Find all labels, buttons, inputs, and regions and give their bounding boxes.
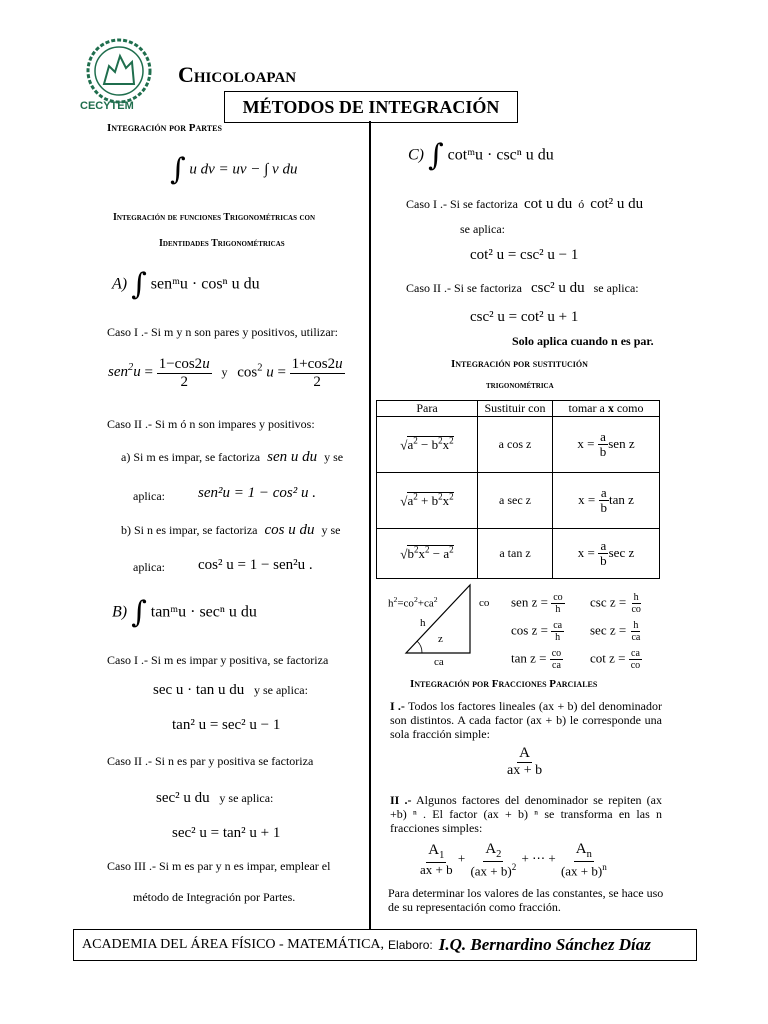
ratio-cot: cot z = $\frac{ca}{co}$ [590,648,641,671]
frac-p2: II .- Algunos factores del denominador se repiten (ax +b) ⁿ . El factor (ax + b) ⁿ se transforma en las n fracciones simples: [390,793,662,836]
frac-p1: I .- Todos los factores lineales (ax + b) del denominador son distintos. A cada factor (ax + b) le corresponde una sola fracción simple: [390,699,662,742]
a-caso1: Caso I .- Si m y n son pares y positivos, utilizar: [107,325,338,339]
table-cell-sust: a sec z [478,473,553,529]
b-caso1-fact: sec u · tan u du y se aplica: [153,682,308,698]
a-caso2a: a) Si m es impar, se factoriza sen u du y se [121,449,344,465]
a-caso2b-aplica: aplica: [133,560,165,574]
footer-author: I.Q. Bernardino Sánchez Díaz [438,935,651,954]
column-divider [369,121,371,929]
table-header-para: Para [377,401,478,417]
a-caso2a-aplica: aplica: [133,489,165,503]
triangle-h: h [420,617,426,629]
b-caso2-fact: sec² u du y se aplica: [156,790,274,806]
c-caso2: Caso II .- Si se factoriza csc² u du se aplica: [406,280,639,296]
table-header-row [377,401,660,417]
a-caso2b: b) Si n es impar, se factoriza cos u du y se [121,522,341,538]
footer [73,929,697,961]
school-name: Chicoloapan [178,62,297,87]
sust-heading-1: Integración por sustitución [451,358,588,370]
c-note: Solo aplica cuando n es par. [512,334,654,348]
table-cell-sust: a cos z [478,417,553,473]
ratio-sec: sec z = $\frac{h}{ca}$ [590,620,641,643]
a-caso2b-eq: cos² u = 1 − sen²u . [198,557,313,573]
footer-academy: ACADEMIA DEL ÁREA FÍSICO - MATEMÁTICA, [82,937,385,952]
table-cell-tomar: x = $\frac{a}{b}$ tan z [553,473,660,529]
footer-elaboro: Elaboro: [388,938,433,952]
case-a-integral: A) ∫ senᵐu · cosⁿ u du [112,267,260,302]
a-caso2: Caso II .- Si m ó n son impares y positivos: [107,417,315,431]
c-caso1: Caso I .- Si se factoriza cot u du ó cot² u du [406,196,644,212]
b-caso1: Caso I .- Si m es impar y positiva, se factoriza [107,653,329,667]
frac-p1-formula: $\frac{A}{ax + b}$ [507,745,543,778]
ratio-cos: cos z = $\frac{ca}{h}$ [511,620,563,643]
table-header-tomar: tomar a x como [553,401,660,417]
triangle-z: z [438,633,443,645]
table-cell-tomar: x = $\frac{a}{b}$ sen z [553,417,660,473]
ratio-csc: csc z = $\frac{h}{co}$ [590,592,641,615]
b-caso1-eq: tan² u = sec² u − 1 [172,717,281,733]
partes-formula: ∫ u dv = uv − ∫ v du [170,152,298,187]
b-caso3-line1: Caso III .- Si m es par y n es impar, emplear el [107,859,331,873]
table-cell-para: $√a^2 - b^2x^2$ [377,417,478,473]
c-caso1-aplica: se aplica: [460,222,505,236]
logo-text: CECYTEM [80,100,134,112]
frac-heading: Integración por Fracciones Parciales [410,678,598,690]
case-c-integral: C) ∫ cotᵐu · cscⁿ u du [408,138,554,173]
table-cell-para: $√a^2 + b^2x^2$ [377,473,478,529]
table-row [377,529,660,579]
partes-heading: Integración por Partes [107,122,222,134]
b-caso3-line2: método de Integración por Partes. [133,890,296,904]
logo-emblem-icon [82,36,156,106]
ratio-sen: sen z = $\frac{co}{h}$ [511,592,563,615]
table-header-sustituir: Sustituir con [478,401,553,417]
c-caso1-eq: cot² u = csc² u − 1 [470,247,579,263]
sustitucion-table [376,400,660,579]
trig-heading-1: Integración de funciones Trigonométricas con [113,212,316,223]
frac-p3: Para determinar los valores de las constantes, se hace uso de su representación como fracción. [388,886,664,915]
b-caso2: Caso II .- Si n es par y positiva se factoriza [107,754,314,768]
table-row [377,417,660,473]
triangle-co: co [479,597,490,609]
triangle-ca: ca [434,656,444,668]
frac-p2-formula: $\frac{A_1}{ax + b}$ + $\frac{A_2}{(ax + b)^2}$ + ⋯ + $\frac{A_n}{(ax + b)^n}$ [420,841,607,878]
case-b-integral: B) ∫ tanᵐu · secⁿ u du [112,595,257,630]
school-logo [82,36,156,118]
c-caso2-eq: csc² u = cot² u + 1 [470,309,579,325]
page-title [224,91,518,123]
sust-heading-2: trigonométrica [486,380,554,391]
b-caso2-eq: sec² u = tan² u + 1 [172,825,281,841]
a-caso1-identities: sen$^2$u = $\frac{1-\cos 2u}{2}$ y $\cos^2 u$ = $\frac{1+\cos 2u}{2}$ [108,356,343,390]
table-cell-tomar: x = $\frac{a}{b}$ sec z [553,529,660,579]
table-cell-para: $√b^2x^2 - a^2$ [377,529,478,579]
a-caso2a-eq: sen²u = 1 − cos² u . [198,485,316,501]
table-row [377,473,660,529]
page-title-text: MÉTODOS DE INTEGRACIÓN [242,96,500,117]
table-cell-sust: a tan z [478,529,553,579]
trig-heading-2: Identidades Trigonométricas [159,238,285,249]
ratio-tan: tan z = $\frac{co}{ca}$ [511,648,562,671]
pythagoras-label: $h^2=co^2+ca^2$ [388,595,438,610]
